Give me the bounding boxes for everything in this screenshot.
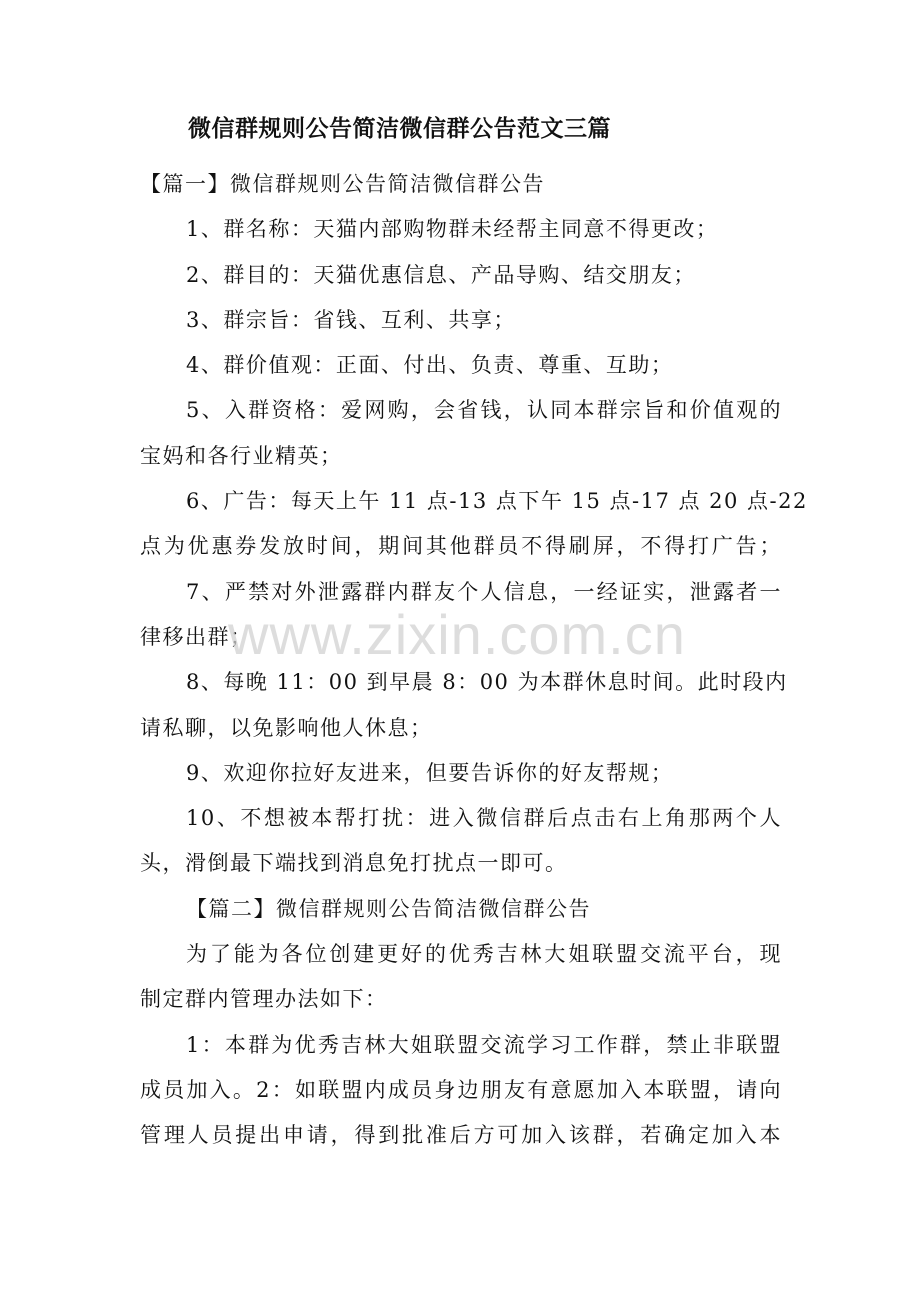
paragraph-line: 律移出群；: [140, 625, 253, 649]
paragraph-line: 管理人员提出申请，得到批准后方可加入该群，若确定加入本: [140, 1123, 782, 1147]
section-heading-1: 【篇一】微信群规则公告简洁微信群公告: [140, 172, 545, 196]
paragraph-line: 4、群价值观：正面、付出、负责、尊重、互助；: [186, 353, 674, 377]
paragraph-line: 2、群目的：天猫优惠信息、产品导购、结交朋友；: [186, 263, 696, 287]
document-title: 微信群规则公告简洁微信群公告范文三篇: [188, 115, 611, 142]
paragraph-line: 1：本群为优秀吉林大姐联盟交流学习工作群，禁止非联盟: [186, 1033, 782, 1057]
paragraph-line: 9、欢迎你拉好友进来，但要告诉你的好友帮规；: [186, 761, 674, 785]
paragraph-line: 点为优惠券发放时间，期间其他群员不得刷屏，不得打广告；: [140, 534, 782, 558]
paragraph-line: 7、严禁对外泄露群内群友个人信息，一经证实，泄露者一: [186, 580, 782, 604]
paragraph-line: 请私聊，以免影响他人休息；: [140, 716, 433, 740]
paragraph-line: 10、不想被本帮打扰：进入微信群后点击右上角那两个人: [186, 806, 782, 830]
paragraph-line: 成员加入。2：如联盟内成员身边朋友有意愿加入本联盟，请向: [140, 1078, 782, 1102]
watermark: www.zixin.com.cn: [228, 603, 686, 666]
paragraph-line: 宝妈和各行业精英；: [140, 444, 343, 468]
paragraph-line: 为了能为各位创建更好的优秀吉林大姐联盟交流平台，现: [186, 942, 782, 966]
paragraph-line: 8、每晚 11：00 到早晨 8：00 为本群休息时间。此时段内: [186, 670, 788, 694]
section-heading-2: 【篇二】微信群规则公告简洁微信群公告: [186, 897, 591, 921]
paragraph-line: 6、广告：每天上午 11 点-13 点下午 15 点-17 点 20 点-22: [186, 489, 808, 513]
paragraph-line: 3、群宗旨：省钱、互利、共享；: [186, 308, 516, 332]
paragraph-line: 5、入群资格：爱网购，会省钱，认同本群宗旨和价值观的: [186, 398, 782, 422]
paragraph-line: 1、群名称：天猫内部购物群未经帮主同意不得更改；: [186, 217, 719, 241]
paragraph-line: 头，滑倒最下端找到消息免打扰点一即可。: [140, 851, 568, 875]
paragraph-line: 制定群内管理办法如下：: [140, 987, 388, 1011]
